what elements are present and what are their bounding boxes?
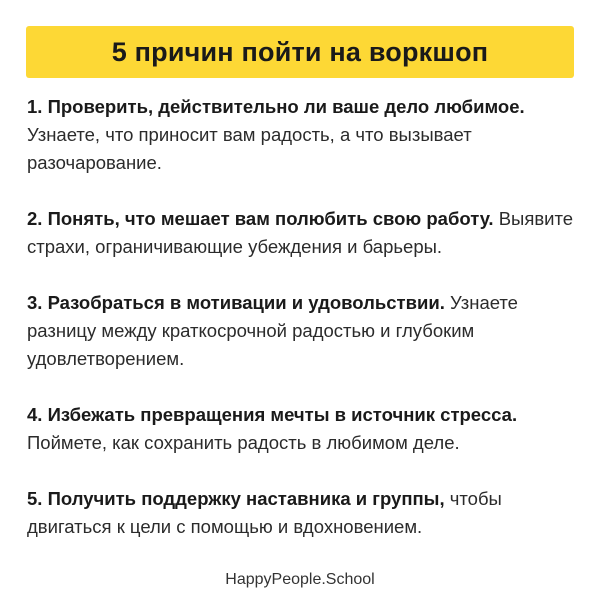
reason-item-4 bbox=[27, 401, 575, 457]
title-banner bbox=[26, 26, 574, 78]
reason-heading: 3. Разобраться в мотивации и удовольствии. bbox=[27, 292, 445, 313]
page-title: 5 причин пойти на воркшоп bbox=[111, 36, 489, 67]
reason-item-5 bbox=[27, 485, 575, 541]
reasons-list bbox=[27, 93, 575, 569]
reason-heading: 5. Получить поддержку наставника и группы, bbox=[27, 488, 445, 509]
footer-brand: HappyPeople.School bbox=[225, 571, 375, 588]
reason-item-1 bbox=[27, 93, 575, 177]
reason-heading: 4. Избежать превращения мечты в источник стресса. bbox=[27, 404, 518, 425]
reason-heading: 1. Проверить, действительно ли ваше дело любимое. bbox=[27, 96, 525, 117]
reason-heading: 2. Понять, что мешает вам полюбить свою работу. bbox=[27, 208, 494, 229]
reason-text: Выявите страхи, ограничивающие убеждения и барьеры. bbox=[27, 208, 574, 257]
reason-item-3 bbox=[27, 289, 575, 373]
reason-text: чтобы двигаться к цели с помощью и вдохновением. bbox=[27, 488, 502, 537]
reason-item-2 bbox=[27, 205, 575, 261]
reason-text: Узнаете разницу между краткосрочной радостью и глубоким удовлетворением. bbox=[27, 292, 518, 369]
reason-text: Узнаете, что приносит вам радость, а что вызывает разочарование. bbox=[27, 124, 472, 173]
reason-text: Поймете, как сохранить радость в любимом деле. bbox=[27, 432, 460, 453]
